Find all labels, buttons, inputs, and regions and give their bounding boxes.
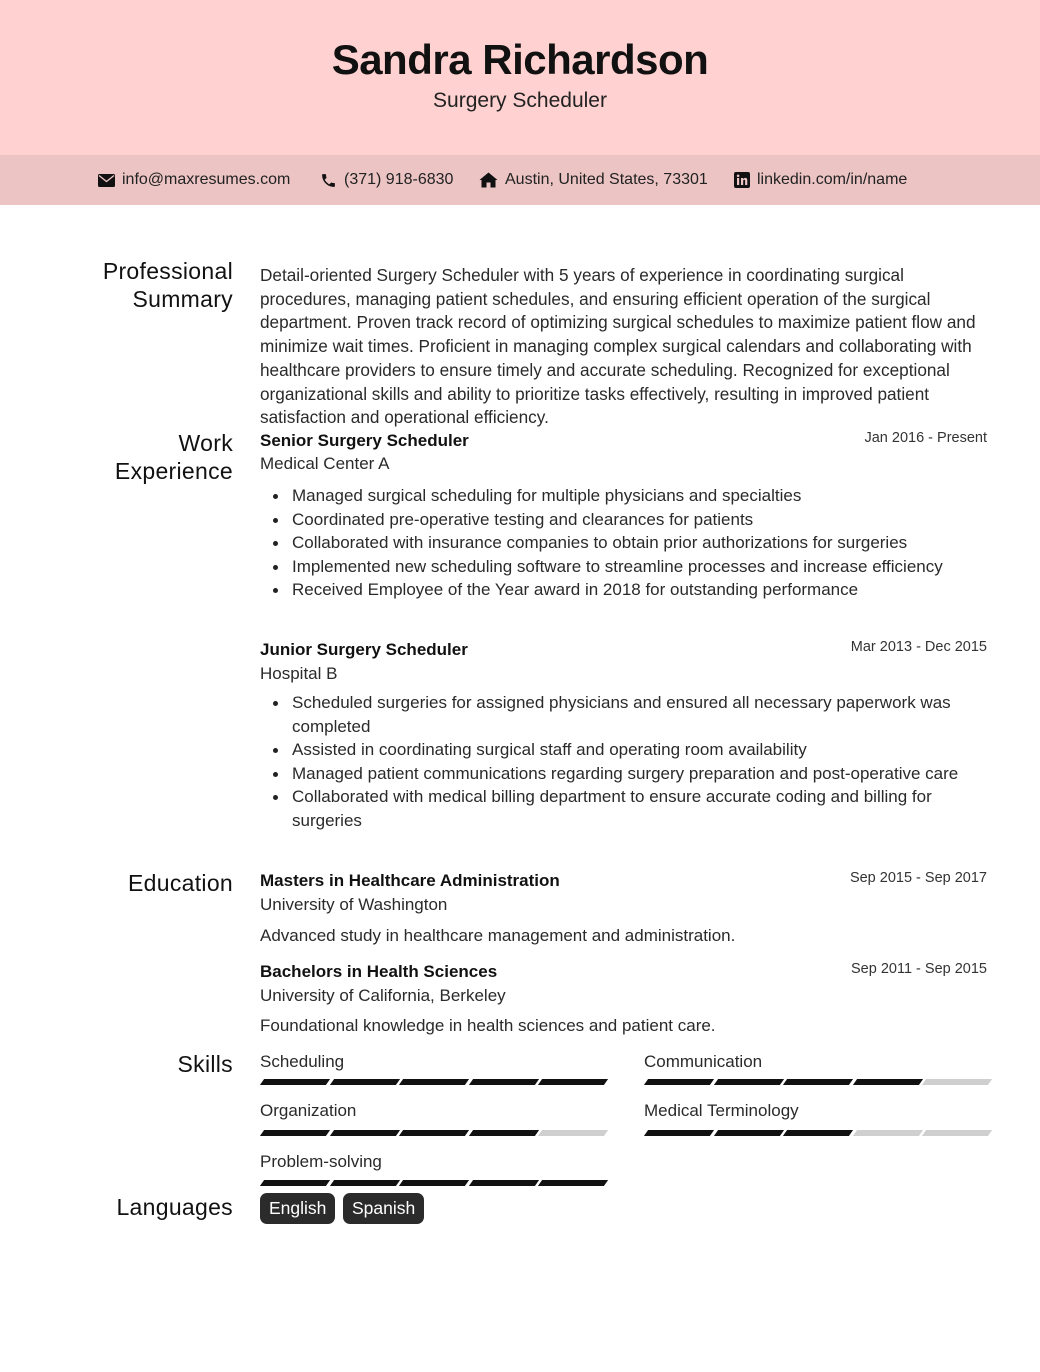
job-title: Junior Surgery Scheduler	[260, 640, 468, 659]
section-title-languages: Languages	[116, 1194, 233, 1220]
skill-level-segment	[469, 1130, 539, 1136]
skill-level-segment	[538, 1079, 608, 1085]
skill-level-segment	[922, 1130, 992, 1136]
skill-level-segment	[538, 1180, 608, 1186]
job-dates: Jan 2016 - Present	[864, 430, 987, 446]
skill-name: Problem-solving	[260, 1152, 382, 1171]
contact-bar	[0, 155, 1040, 205]
skill-level-segment	[329, 1079, 399, 1085]
skill-bar	[646, 1079, 990, 1085]
contact-phone-text: (371) 918-6830	[344, 171, 454, 188]
skill-level-segment	[644, 1130, 714, 1136]
skill-level-segment	[329, 1130, 399, 1136]
list-item: Coordinated pre-operative testing and clearances for patients	[292, 508, 992, 532]
job-org: Hospital B	[260, 664, 338, 683]
skill-level-segment	[260, 1130, 330, 1136]
edu-school: University of California, Berkeley	[260, 986, 506, 1005]
language-tag-spanish: Spanish	[343, 1193, 424, 1224]
edu-dates: Sep 2011 - Sep 2015	[851, 961, 987, 977]
candidate-role: Surgery Scheduler	[433, 89, 607, 112]
edu-degree: Masters in Healthcare Administration	[260, 871, 560, 890]
skill-level-segment	[783, 1130, 853, 1136]
list-item: Scheduled surgeries for assigned physicians and ensured all necessary paperwork was completed	[292, 691, 992, 738]
job-dates: Mar 2013 - Dec 2015	[850, 639, 987, 655]
edu-degree: Bachelors in Health Sciences	[260, 962, 498, 981]
resume-header	[0, 0, 1040, 155]
list-item: Assisted in coordinating surgical staff and operating room availability	[292, 738, 992, 762]
section-title-summary	[103, 257, 233, 313]
skill-level-segment	[399, 1079, 469, 1085]
skill-level-segment	[853, 1130, 923, 1136]
contact-location-text: Austin, United States, 73301	[505, 171, 708, 188]
skill-level-segment	[644, 1079, 714, 1085]
list-item: Managed patient communications regarding surgery preparation and post-operative care	[292, 762, 992, 786]
candidate-name: Sandra Richardson	[331, 36, 709, 83]
job-bullets	[292, 691, 992, 832]
list-item: Received Employee of the Year award in 2018 for outstanding performance	[292, 578, 992, 602]
list-item: Implemented new scheduling software to streamline processes and increase efficiency	[292, 555, 992, 579]
job-org: Medical Center A	[260, 454, 390, 473]
skill-level-segment	[260, 1180, 330, 1186]
skill-level-segment	[399, 1130, 469, 1136]
contact-phone[interactable]	[320, 170, 453, 190]
skill-name: Communication	[644, 1052, 763, 1071]
edu-description: Advanced study in healthcare management and administration.	[260, 926, 736, 945]
section-title-skills: Skills	[177, 1051, 233, 1077]
skill-bar	[262, 1180, 606, 1186]
envelope-icon	[98, 174, 115, 187]
skill-level-segment	[713, 1079, 783, 1085]
edu-dates: Sep 2015 - Sep 2017	[849, 870, 987, 886]
linkedin-icon	[734, 172, 750, 188]
summary-text: Detail-oriented Surgery Scheduler with 5 years of experience in coordinating surgical procedures, managing patient schedules, and ensuring efficient operation of the surgical department. Proven track record of optimizing surgical schedules to maximize patient flow and minimize wait times. Proficient in managing complex surgical calendars and collaborating with healthcare providers to ensure timely and accurate scheduling. Recognized for exceptional organizational skills and ability to prioritize tasks effectively, resulting in improved patient satisfaction and operational efficiency.	[260, 265, 976, 428]
section-title-work	[115, 429, 233, 485]
section-title-summary-line1: Professional	[102, 258, 233, 284]
skill-level-segment	[329, 1180, 399, 1186]
contact-linkedin-text: linkedin.com/in/name	[757, 171, 908, 188]
section-title-work-line2: Experience	[114, 458, 233, 484]
list-item: Collaborated with insurance companies to obtain prior authorizations for surgeries	[292, 531, 992, 555]
list-item: Managed surgical scheduling for multiple physicians and specialties	[292, 484, 992, 508]
job-bullets	[292, 484, 992, 602]
skill-level-segment	[713, 1130, 783, 1136]
edu-school: University of Washington	[260, 895, 448, 914]
skill-name: Medical Terminology	[644, 1101, 799, 1120]
skill-name: Organization	[260, 1101, 357, 1120]
contact-location	[479, 170, 708, 190]
skill-bar	[646, 1130, 990, 1136]
edu-description: Foundational knowledge in health sciences and patient care.	[260, 1016, 716, 1035]
section-title-education: Education	[128, 870, 233, 896]
language-tag-english: English	[260, 1193, 335, 1224]
list-item: Collaborated with medical billing department to ensure accurate coding and billing for surgeries	[292, 785, 992, 832]
skill-level-segment	[783, 1079, 853, 1085]
contact-linkedin[interactable]	[734, 170, 907, 190]
phone-icon	[320, 172, 337, 189]
skill-name: Scheduling	[260, 1052, 345, 1071]
skill-level-segment	[260, 1079, 330, 1085]
section-title-work-line1: Work	[178, 430, 233, 456]
job-title: Senior Surgery Scheduler	[260, 431, 469, 450]
skill-level-segment	[399, 1180, 469, 1186]
skill-level-segment	[922, 1079, 992, 1085]
section-title-summary-line2: Summary	[132, 286, 233, 312]
skill-level-segment	[469, 1079, 539, 1085]
contact-email-text: info@maxresumes.com	[122, 171, 291, 188]
skill-level-segment	[853, 1079, 923, 1085]
skill-level-segment	[538, 1130, 608, 1136]
skill-bar	[262, 1130, 606, 1136]
contact-email[interactable]	[98, 170, 290, 190]
skill-level-segment	[469, 1180, 539, 1186]
home-icon	[479, 172, 498, 188]
skill-bar	[262, 1079, 606, 1085]
